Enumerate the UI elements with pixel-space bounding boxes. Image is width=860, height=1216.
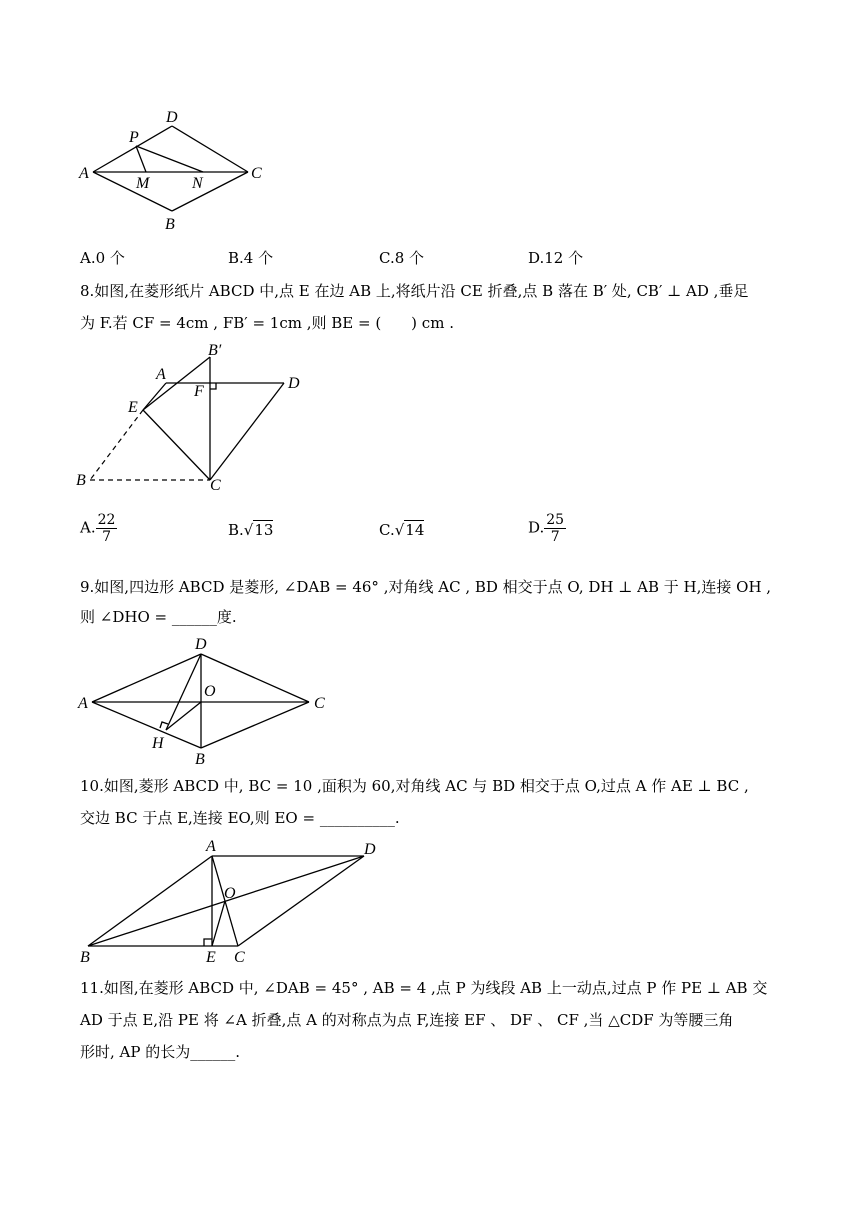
- label-d: D: [166, 109, 178, 126]
- label-c: C: [314, 695, 325, 712]
- label-c: C: [234, 949, 245, 966]
- label-d: D: [364, 841, 376, 858]
- label-b-prime: B′: [208, 342, 222, 359]
- rhombus-diagram-q9: [76, 634, 336, 770]
- label-a: A: [79, 165, 89, 182]
- label-m: M: [136, 175, 150, 192]
- q7-option-a: A.0 个: [80, 249, 125, 267]
- rhombus-diagram-q7: [76, 104, 276, 236]
- q7-option-d: D.12 个: [528, 249, 584, 267]
- rhombus-diagram-q10: [76, 834, 386, 968]
- label-a: A: [206, 838, 216, 855]
- q8-option-a: A. $\frac{22}{7}$: [80, 512, 116, 545]
- label-o: O: [224, 885, 236, 902]
- label-e: E: [128, 399, 138, 416]
- fraction-25-7: $\frac{25}{7}$: [546, 512, 565, 545]
- label-b: B: [80, 949, 90, 966]
- label-b: B: [76, 472, 86, 489]
- fold-diagram-q8: [76, 340, 316, 495]
- label-d: D: [288, 375, 300, 392]
- figure-q8: [76, 340, 316, 495]
- label-b: B: [195, 751, 205, 768]
- label-n: N: [192, 175, 203, 192]
- q11-text-line3: 形时, AP 的长为______.: [80, 1043, 240, 1061]
- q8-option-c: C.√14: [379, 521, 425, 539]
- q9-text-line1: 9.如图,四边形 ABCD 是菱形, ∠DAB = 46° ,对角线 AC , BD 相交于点 O, DH ⊥ AB 于 H,连接 OH ,: [80, 578, 772, 596]
- q11-text-line2: AD 于点 E,沿 PE 将 ∠A 折叠,点 A 的对称点为点 F,连接 EF 、 DF 、 CF ,当 △CDF 为等腰三角: [80, 1011, 734, 1029]
- q8-text-line1: 8.如图,在菱形纸片 ABCD 中,点 E 在边 AB 上,将纸片沿 CE 折叠,点 B 落在 B′ 处, CB′ ⊥ AD ,垂足: [80, 282, 749, 300]
- figure-q7: [76, 104, 276, 236]
- label-a: A: [156, 366, 166, 383]
- label-e: E: [206, 949, 216, 966]
- sqrt-sign: √: [243, 521, 254, 539]
- q8-option-d: D. $\frac{25}{7}$: [528, 512, 565, 545]
- fraction-22-7: $\frac{22}{7}$: [97, 512, 116, 545]
- label-d: D: [195, 636, 207, 653]
- label-b: B: [165, 216, 175, 233]
- q7-option-b: B.4 个: [228, 249, 274, 267]
- q10-text-line2: 交边 BC 于点 E,连接 EO,则 EO = __________.: [80, 809, 400, 827]
- q9-text-line2: 则 ∠DHO = ______度.: [80, 608, 237, 626]
- figure-q10: [76, 834, 386, 968]
- label-o: O: [204, 683, 216, 700]
- label-h: H: [152, 735, 164, 752]
- q7-option-c: C.8 个: [379, 249, 425, 267]
- q8-option-b: B.√13: [228, 521, 274, 539]
- figure-q9: [76, 634, 336, 770]
- q10-text-line1: 10.如图,菱形 ABCD 中, BC = 10 ,面积为 60,对角线 AC 与 BD 相交于点 O,过点 A 作 AE ⊥ BC ,: [80, 777, 749, 795]
- label-c: C: [210, 477, 221, 494]
- q8-text-line2: 为 F.若 CF = 4cm , FB′ = 1cm ,则 BE = ( ) cm .: [80, 314, 454, 332]
- label-p: P: [129, 129, 139, 146]
- label-a: A: [78, 695, 88, 712]
- label-f: F: [194, 383, 204, 400]
- q11-text-line1: 11.如图,在菱形 ABCD 中, ∠DAB = 45° , AB = 4 ,点 P 为线段 AB 上一动点,过点 P 作 PE ⊥ AB 交: [80, 979, 768, 997]
- sqrt-sign: √: [394, 521, 405, 539]
- label-c: C: [251, 165, 262, 182]
